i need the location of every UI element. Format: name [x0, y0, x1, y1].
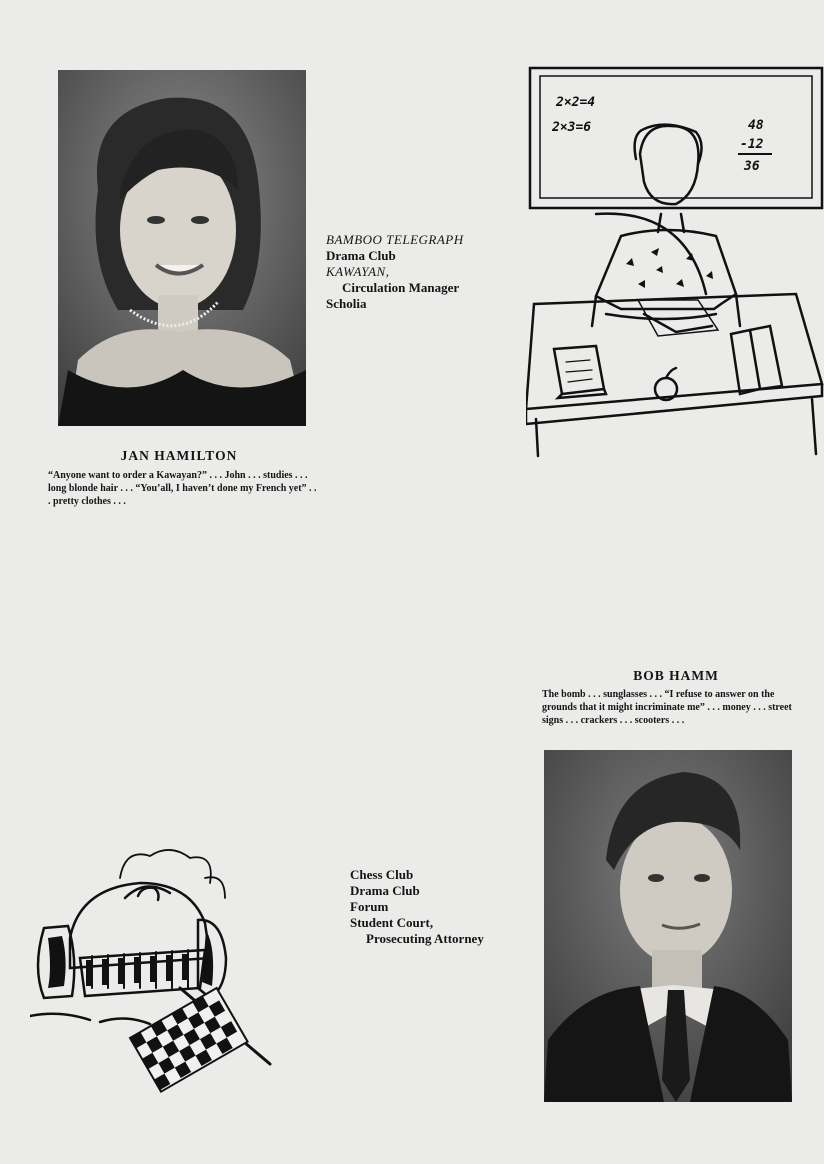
activity-item: Forum	[350, 899, 389, 914]
activity-item: Prosecuting Attorney	[366, 931, 484, 946]
blackboard-line-2: 2×3=6	[552, 120, 592, 135]
portrait-bob-image	[544, 750, 792, 1102]
activity-item: Chess Club	[350, 867, 414, 882]
activity-item: KAWAYAN,	[326, 264, 390, 279]
blackboard-sum-sub: -12	[740, 137, 764, 152]
race-car-sketch	[30, 838, 275, 1100]
student-name-bob-hamm: BOB HAMM	[633, 668, 719, 683]
portrait-bob-hamm	[544, 750, 792, 1102]
activity-item: Circulation Manager	[342, 280, 460, 295]
activity-item: Student Court,	[350, 915, 434, 930]
activities-bob-hamm	[350, 867, 484, 947]
portrait-jan-image	[58, 70, 306, 426]
activities-jan-hamilton	[326, 232, 464, 312]
student-name-jan-hamilton: JAN HAMILTON	[120, 448, 238, 463]
race-car-drawing	[30, 838, 275, 1100]
student-quote-jan-hamilton: “Anyone want to order a Kawayan?” . . . John . . . studies . . . long blonde hair . . . “You’all, I haven’t done my French yet” . . . pretty clothes . . .	[48, 470, 317, 507]
activity-item: Drama Club	[350, 883, 420, 898]
blackboard-sum-result: 36	[744, 159, 760, 174]
blackboard-sum-top: 48	[748, 118, 764, 133]
portrait-jan-hamilton	[58, 70, 306, 426]
activity-item: Drama Club	[326, 248, 396, 263]
teacher-sketch	[526, 64, 824, 459]
activity-item: Scholia	[326, 296, 367, 311]
blackboard-line-1: 2×2=4	[556, 95, 596, 110]
student-quote-bob-hamm: The bomb . . . sunglasses . . . “I refuse to answer on the grounds that it might incriminate me” . . . money . . . street signs . . . crackers . . . scooters . . .	[542, 689, 792, 726]
teacher-sketch-drawing	[526, 64, 824, 459]
activity-item: BAMBOO TELEGRAPH	[326, 232, 464, 247]
